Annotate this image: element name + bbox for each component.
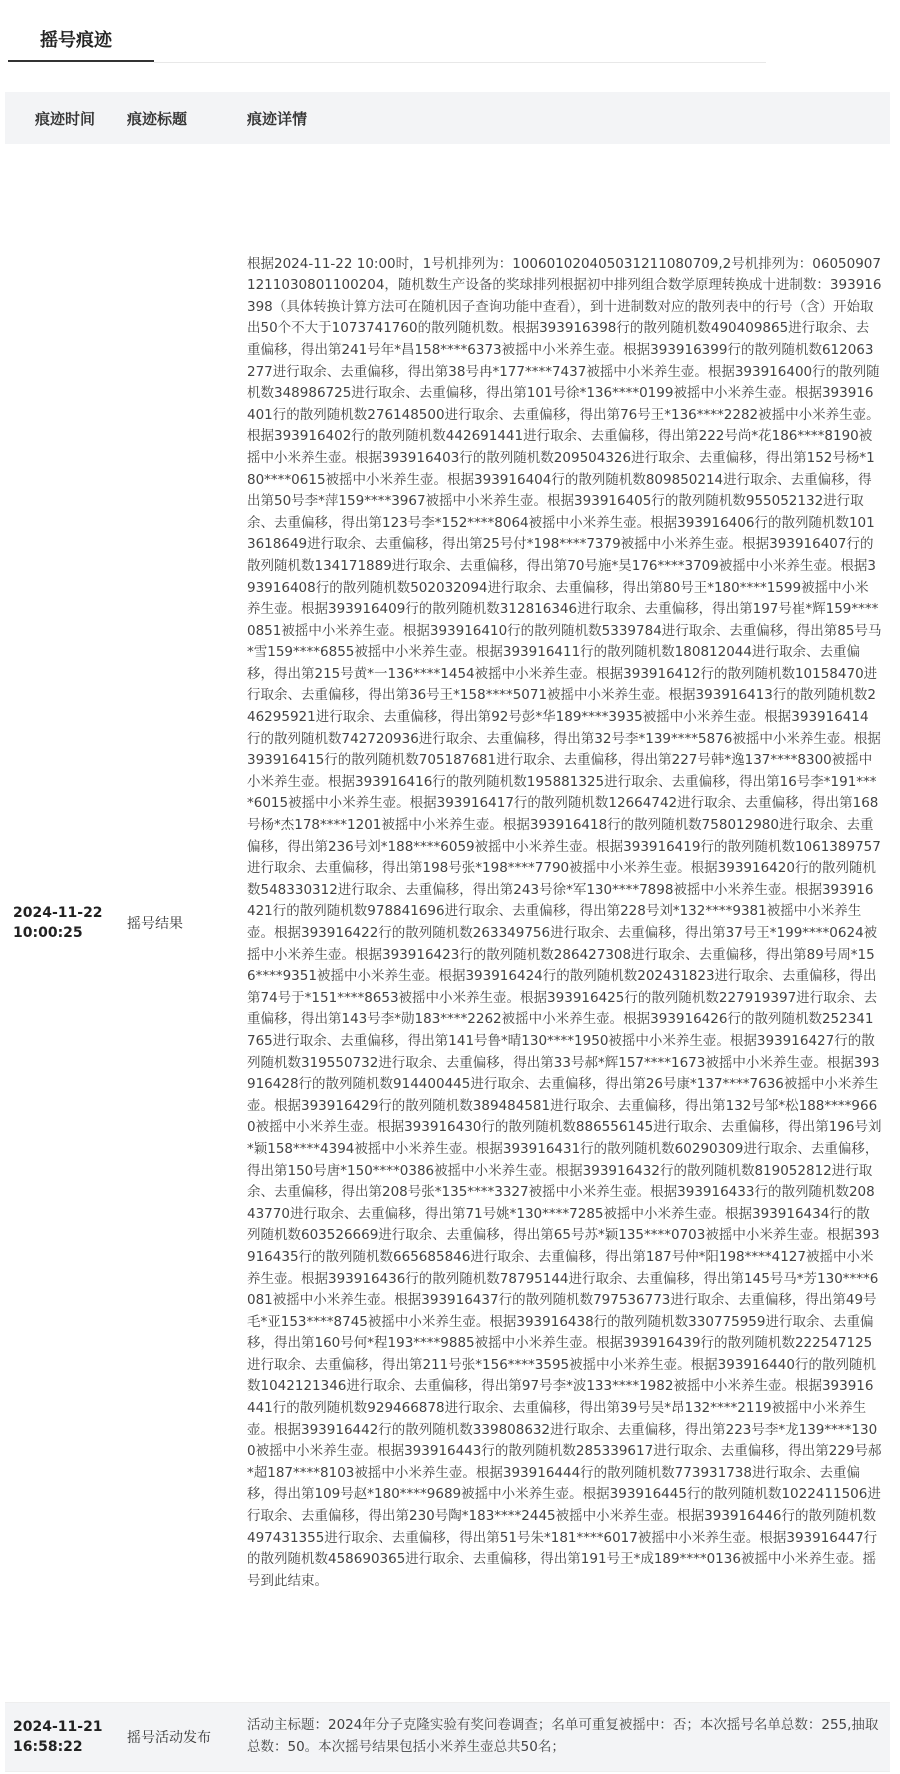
row-clock: 10:00:25 bbox=[13, 925, 83, 941]
row-detail: 活动主标题：2024年分子克隆实验有奖问卷调查；名单可重复被摇中：否；本次摇号名单总数：255,抽取总数：50。本次摇号结果包括小米养生壶总共50名； bbox=[247, 1717, 879, 1755]
row-time bbox=[5, 1717, 119, 1757]
header-time: 痕迹时间 bbox=[35, 109, 96, 128]
tab-bar bbox=[0, 0, 900, 64]
row-date: 2024-11-22 bbox=[13, 905, 103, 921]
header-detail: 痕迹详情 bbox=[247, 109, 308, 128]
header-title: 痕迹标题 bbox=[127, 109, 188, 128]
row-title: 摇号活动发布 bbox=[127, 1730, 211, 1746]
active-tab-indicator bbox=[8, 60, 154, 62]
row-detail: 根据2024-11-22 10:00时，1号机排列为：10060102040503121108070​9,2号机排列为：060509071211030801100204，随机数生产设备的奖球排列根据初中排列组合数学原理转换成十进制数：393916398（具体转换计算方法可在随机因子查询功能中查看），到十进制数对应的散列表中的行号（含）开始取出50个不大于1073741760的散列随机数。根据393916398行的散列随机数490409865进行取余、去重偏移，得出第241号年*昌158****6373被摇中小米养生壶。根据393916399行的散列随机数612063277进行取余、去重偏移，得出第38号冉*177****7437被摇中小米养生壶。根据393916400行的散列随机数348986725进行取余、去重偏移，得出第101号徐*136****0199被摇中小米养生壶。根据393916401行的散列随机数276148500进行取余、去重偏移，得出第76号王*136****2282被摇中小米养生壶。根据393916402行的散列随机数442691441进行取余、去重偏移，得出第222号尚*花186****8190被摇中小米养生壶。根据393916403行的散列随机数209504326进行取余、去重偏移，得出第152号杨*180****0615被摇中小米养生壶。根据393916404行的散列随机数809850214进行取余、去重偏移，得出第50号李*萍159****3967被摇中小米养生壶。根据393916405行的散列随机数955052132进行取余、去重偏移，得出第123号李*152****8064被摇中小米养生壶。根据393916406行的散列随机数1013618649进行取余、去重偏移，得出第25号付*198****7379被摇中小米养生壶。根据393916407行的散列随机数134171889进行取余、去重偏移，得出第70号施*昊176****3709被摇中小米养生壶。根据393916408行的散列随机数502032094进行取余、去重偏移，得出第80号王*180****1599被摇中小米养生壶。根据393916409行的散列随机数312816346进行取余、去重偏移，得出第197号崔*辉159****0851被摇中小米养生壶。根据393916410行的散列随机数5339784进行取余、去重偏移，得出第85号马*雪159****6855被摇中小米养生壶。根据393916411行的散列随机数180812044进行取余、去重偏移，得出第215号黄*一136****1454被摇中小米养生壶。根据393916412行的散列随机数10158470进行取余、去重偏移，得出第36号王*158****5071被摇中小米养生壶。根据393916413行的散列随机数246295921进行取余、去重偏移，得出第92号彭*华189****3935被摇中小米养生壶。根据393916414行的散列随机数742720936进行取余、去重偏移，得出第32号李*139****5876被摇中小米养生壶。根据393916415行的散列随机数705187681进行取余、去重偏移，得出第227号韩*逸137****8300被摇中小米养生壶。根据393916416行的散列随机数195881325进行取余、去重偏移，得出第16号李*191****6015被摇中小米养生壶。根据393916417行的散列随机数12664742进行取余、去重偏移，得出第168号杨*杰178****1201被摇中小米养生壶。根据393916418行的散列随机数758012980进行取余、去重偏移，得出第236号刘*188****6059被摇中小米养生壶。根据393916419行的散列随机数1061389757进行取余、去重偏移，得出第198号张*198****7790被摇中小米养生壶。根据393916420行的散列随机数548330312进行取余、去重偏移，得出第243号徐*军130****7898被摇中小米养生壶。根据393916421行的散列随机数978841696进行取余、去重偏移，得出第228号刘*132****9381被摇中小米养生壶。根据393916422行的散列随机数263349756进行取余、去重偏移，得出第37号王*199****0624被摇中小米养生壶。根据393916423行的散列随机数286427308进行取余、去重偏移，得出第89号周*156****9351被摇中小米养生壶。根据393916424行的散列随机数202431823进行取余、去重偏移，得出第74号于*151****8653被摇中小米养生壶。根据393916425行的散列随机数227919397进行取余、去重偏移，得出第143号李*勋183****2262被摇中小米养生壶。根据393916426行的散列随机数252341765进行取余、去重偏移，得出第141号鲁*晴130****1950被摇中小米养生壶。根据393916427行的散列随机数319550732进行取余、去重偏移，得出第33号郝*辉157****1673被摇中小米养生壶。根据393916428行的散列随机数914400445进行取余、去重偏移，得出第26号康*137****7636被摇中小米养生壶。根据393916429行的散列随机数389484581进行取余、去重偏移，得出第132号邹*松188****9660被摇中小米养生壶。根据393916430行的散列随机数886556145进行取余、去重偏移，得出第196号刘*颖158****4394被摇中小米养生壶。根据393916431行的散列随机数60290309进行取余、去重偏移，得出第150号唐*150****0386被摇中小米养生壶。根据393916432行的散列随机数819052812进行取余、去重偏移，得出第208号张*135****3327被摇中小米养生壶。根据393916433行的散列随机数20843770进行取余、去重偏移，得出第71号姚*130****7285被摇中小米养生壶。根据393916434行的散列随机数603526669进行取余、去重偏移，得出第65号苏*颖135****0703被摇中小米养生壶。根据393916435行的散列随机数665685846进行取余、去重偏移，得出第187号仲*阳198****4127被摇中小米养生壶。根据393916436行的散列随机数78795144进行取余、去重偏移，得出第145号马*芳130****6081被摇中小米养生壶。根据393916437行的散列随机数797536773进行取余、去重偏移，得出第49号毛*亚153****8745被摇中小米养生壶。根据393916438行的散列随机数330775959进行取余、去重偏移，得出第160号何*程193****9885被摇中小米养生壶。根据393916439行的散列随机数222547125进行取余、去重偏移，得出第211号张*156****3595被摇中小米养生壶。根据393916440行的散列随机数1042121346进行取余、去重偏移，得出第97号李*波133****1982被摇中小米养生壶。根据393916441行的散列随机数929466878进行取余、去重偏移，得出第39号吴*昂132****2119被摇中小米养生壶。根据393916442行的散列随机数339808632进行取余、去重偏移，得出第223号李*龙139****1300被摇中小米养生壶。根据393916443行的散列随机数285339617进行取余、去重偏移，得出第229号郝*超187****8103被摇中小米养生壶。根据393916444行的散列随机数773931738进行取余、去重偏移，得出第109号赵*180****9689被摇中小米养生壶。根据393916445行的散列随机数1022411506进行取余、去重偏移，得出第230号陶*183****2445被摇中小米养生壶。根据393916446行的散列随机数497431355进行取余、去重偏移，得出第51号朱*181****6017被摇中小米养生壶。根据393916447行的散列随机数458690365进行取余、去重偏移，得出第191号王*成189****0136被摇中小米养生壶。摇号到此结束。 bbox=[247, 255, 882, 1589]
row-title: 摇号结果 bbox=[127, 916, 183, 932]
table-row bbox=[5, 144, 890, 1703]
row-clock: 16:58:22 bbox=[13, 1739, 83, 1755]
trace-table bbox=[5, 92, 890, 1772]
tab-divider bbox=[154, 62, 766, 63]
row-date: 2024-11-21 bbox=[13, 1719, 103, 1735]
table-row bbox=[5, 1703, 890, 1772]
row-time bbox=[5, 903, 119, 943]
table-header bbox=[5, 92, 890, 144]
tab-lottery-trace[interactable]: 摇号痕迹 bbox=[40, 30, 112, 51]
